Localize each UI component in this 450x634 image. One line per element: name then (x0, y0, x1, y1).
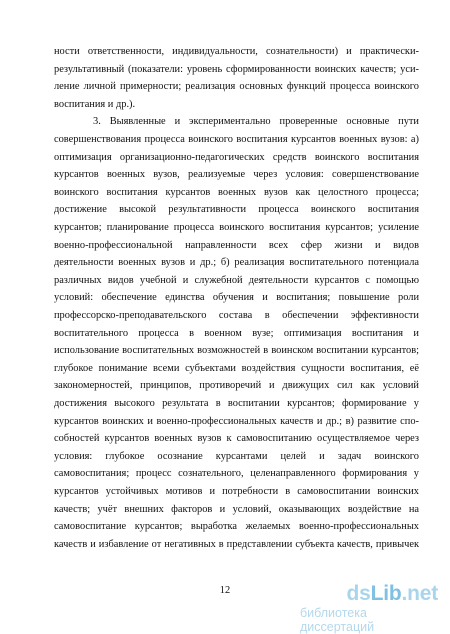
text-line: ление личной примерности; реализация основных функций процесса воинского (54, 81, 419, 93)
text-line: различных видов учебной и служебной деятельности курсантов с помощью (54, 274, 419, 286)
text-line: закономерностей, принципов, противоречий и движущих сил как условий (54, 380, 419, 392)
text-line: достижения высокого результата в воспитании курсантов; формирование у (54, 398, 419, 409)
text-line: собностей курсантов военных вузов к самовоспитанию осуществляемое через (54, 433, 419, 445)
text-line: использование воспитательных возможностей в воинском воспитании курсантов; (54, 345, 419, 357)
text-line: глубокое понимание всеми субъектами воздействия сущности воспитания, её (54, 362, 419, 374)
text-line: условия: глубокое осознание курсантами целей и задач воинского (54, 450, 419, 462)
text-line: условий: обеспечение единства обучения и воспитания; повышение роли (54, 292, 419, 304)
watermark (300, 582, 440, 634)
paragraph-start-line: 3. Выявленные и экспериментально проверенные основные пути (93, 116, 419, 128)
text-line: оптимизация организационно-педагогических средств воинского воспитания (54, 151, 419, 163)
watermark-subtitle: библиотека диссертаций (300, 606, 375, 634)
text-line: военно-профессиональной направленности всех сфер жизни и видов (54, 239, 419, 251)
dslib-logo: dsLib.net (346, 582, 438, 605)
text-line: воинского воспитания курсантов военных вузов как целостного процесса; (54, 186, 419, 198)
text-line: курсантов; планирование процесса воинского воспитания курсантов; усиление (54, 222, 419, 233)
text-line: ности ответственности, индивидуальности, сознательности) и практически- (54, 46, 419, 57)
text-line: качеств и избавление от негативных в представлении субъекта качеств, привычек (54, 538, 419, 550)
text-line: воспитательного процесса в военном вузе; оптимизация воспитания и (54, 327, 419, 339)
text-line: достижение высокой результативности процесса воинского воспитания (54, 204, 419, 216)
text-line: профессорско-преподавательского состава в обеспечении эффективности (54, 310, 419, 321)
text-line: самовоспитание курсантов; выработка желаемых военно-профессиональных (54, 521, 419, 533)
text-line: курсантов устойчивых мотивов и потребности в самовоспитании воинских (54, 486, 419, 497)
text-line: курсантов военных вузов, реализуемые через условия: совершенствование (54, 169, 419, 181)
page-number: 12 (219, 585, 231, 596)
text-line: деятельности военных вузов и др.; б) реализация воспитательного потенциала (54, 257, 419, 269)
text-line: результативный (показатели: уровень сформированности воинских качеств; уси- (54, 63, 419, 75)
text-line: самовоспитания; процесс сознательного, целенаправленного формирования у (54, 468, 419, 480)
text-line: воспитания и др.). (54, 98, 136, 110)
text-line: качеств; учёт внешних факторов и условий, оказывающих воздействие на (54, 503, 419, 515)
text-line: совершенствования процесса воинского воспитания курсантов военных вузов: а) (54, 134, 419, 145)
text-line: курсантов воинских и военно-профессиональных качеств и др.; в) развитие спо- (54, 415, 419, 427)
